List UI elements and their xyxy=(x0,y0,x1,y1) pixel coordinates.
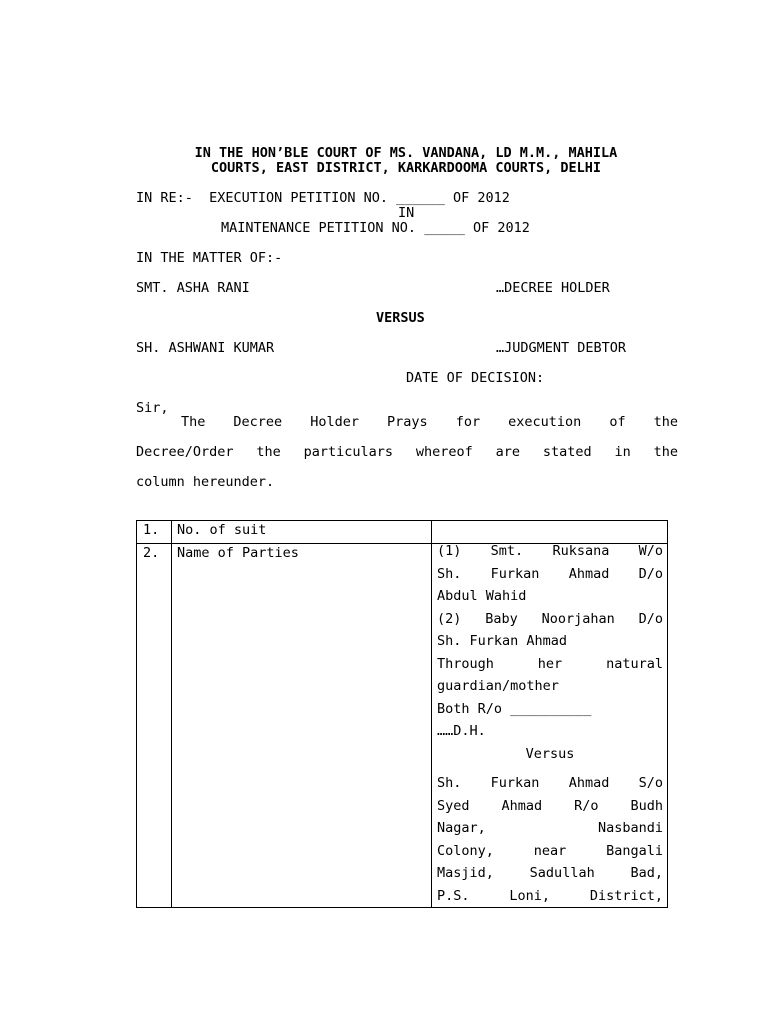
judgment-debtor-role: …JUDGMENT DEBTOR xyxy=(496,340,627,356)
row-number: 1. xyxy=(143,522,160,538)
matter-label: IN THE MATTER OF:- xyxy=(136,250,283,266)
party-line: Sh. Furkan Ahmad D/o xyxy=(437,565,663,582)
row-label: Name of Parties xyxy=(177,545,299,561)
judgment-debtor-name: SH. ASHWANI KUMAR xyxy=(136,340,275,356)
row-label-cell xyxy=(172,544,432,908)
court-title-line-1: IN THE HON’BLE COURT OF MS. VANDANA, LD M.M., MAHILA xyxy=(194,145,618,161)
salutation: Sir, xyxy=(136,400,169,416)
in-re-maintenance-line: MAINTENANCE PETITION NO. _____ OF 2012 xyxy=(221,220,530,236)
row-number-cell xyxy=(137,521,172,544)
party-line: Through her natural xyxy=(437,655,663,672)
party-line: Abdul Wahid xyxy=(437,588,527,604)
row-number: 2. xyxy=(143,545,160,561)
party-line: Sh. Furkan Ahmad xyxy=(437,633,568,649)
party-line: guardian/mother xyxy=(437,678,559,694)
date-of-decision: DATE OF DECISION: xyxy=(406,370,545,386)
particulars-table xyxy=(136,520,668,908)
decree-holder-name: SMT. ASHA RANI xyxy=(136,280,250,296)
in-re-in-line: IN xyxy=(398,205,415,221)
versus-line: Versus xyxy=(525,745,575,762)
paragraph-line-2: Decree/Order the particulars whereof are stated in the xyxy=(136,444,678,460)
party-line: Colony, near Bangali xyxy=(437,842,663,859)
paragraph-line-1: The Decree Holder Prays for execution of the xyxy=(181,414,678,430)
row-value-cell xyxy=(432,544,668,908)
party-line: Sh. Furkan Ahmad S/o xyxy=(437,775,663,791)
party-line: Masjid, Sadullah Bad, xyxy=(437,865,663,881)
row-number-cell xyxy=(137,544,172,908)
party-line: ……D.H. xyxy=(437,723,486,739)
table-row xyxy=(137,544,668,908)
versus-heading: VERSUS xyxy=(376,310,425,326)
in-re-execution-line: IN RE:- EXECUTION PETITION NO. ______ OF 2012 xyxy=(136,190,510,206)
party-line: Nagar, Nasbandi xyxy=(437,820,663,836)
paragraph-line-3: column hereunder. xyxy=(136,474,275,490)
party-line: P.S. Loni, District, xyxy=(437,887,663,904)
row-label: No. of suit xyxy=(177,522,267,538)
party-line: Syed Ahmad R/o Budh xyxy=(437,797,663,814)
row-label-cell xyxy=(172,521,432,544)
court-title-line-2: COURTS, EAST DISTRICT, KARKARDOOMA COURTS, DELHI xyxy=(210,160,602,176)
party-line: (1) Smt. Ruksana W/o xyxy=(437,543,663,559)
decree-holder-role: …DECREE HOLDER xyxy=(496,280,610,296)
party-line: (2) Baby Noorjahan D/o xyxy=(437,610,663,627)
party-line: Both R/o __________ xyxy=(437,700,592,717)
